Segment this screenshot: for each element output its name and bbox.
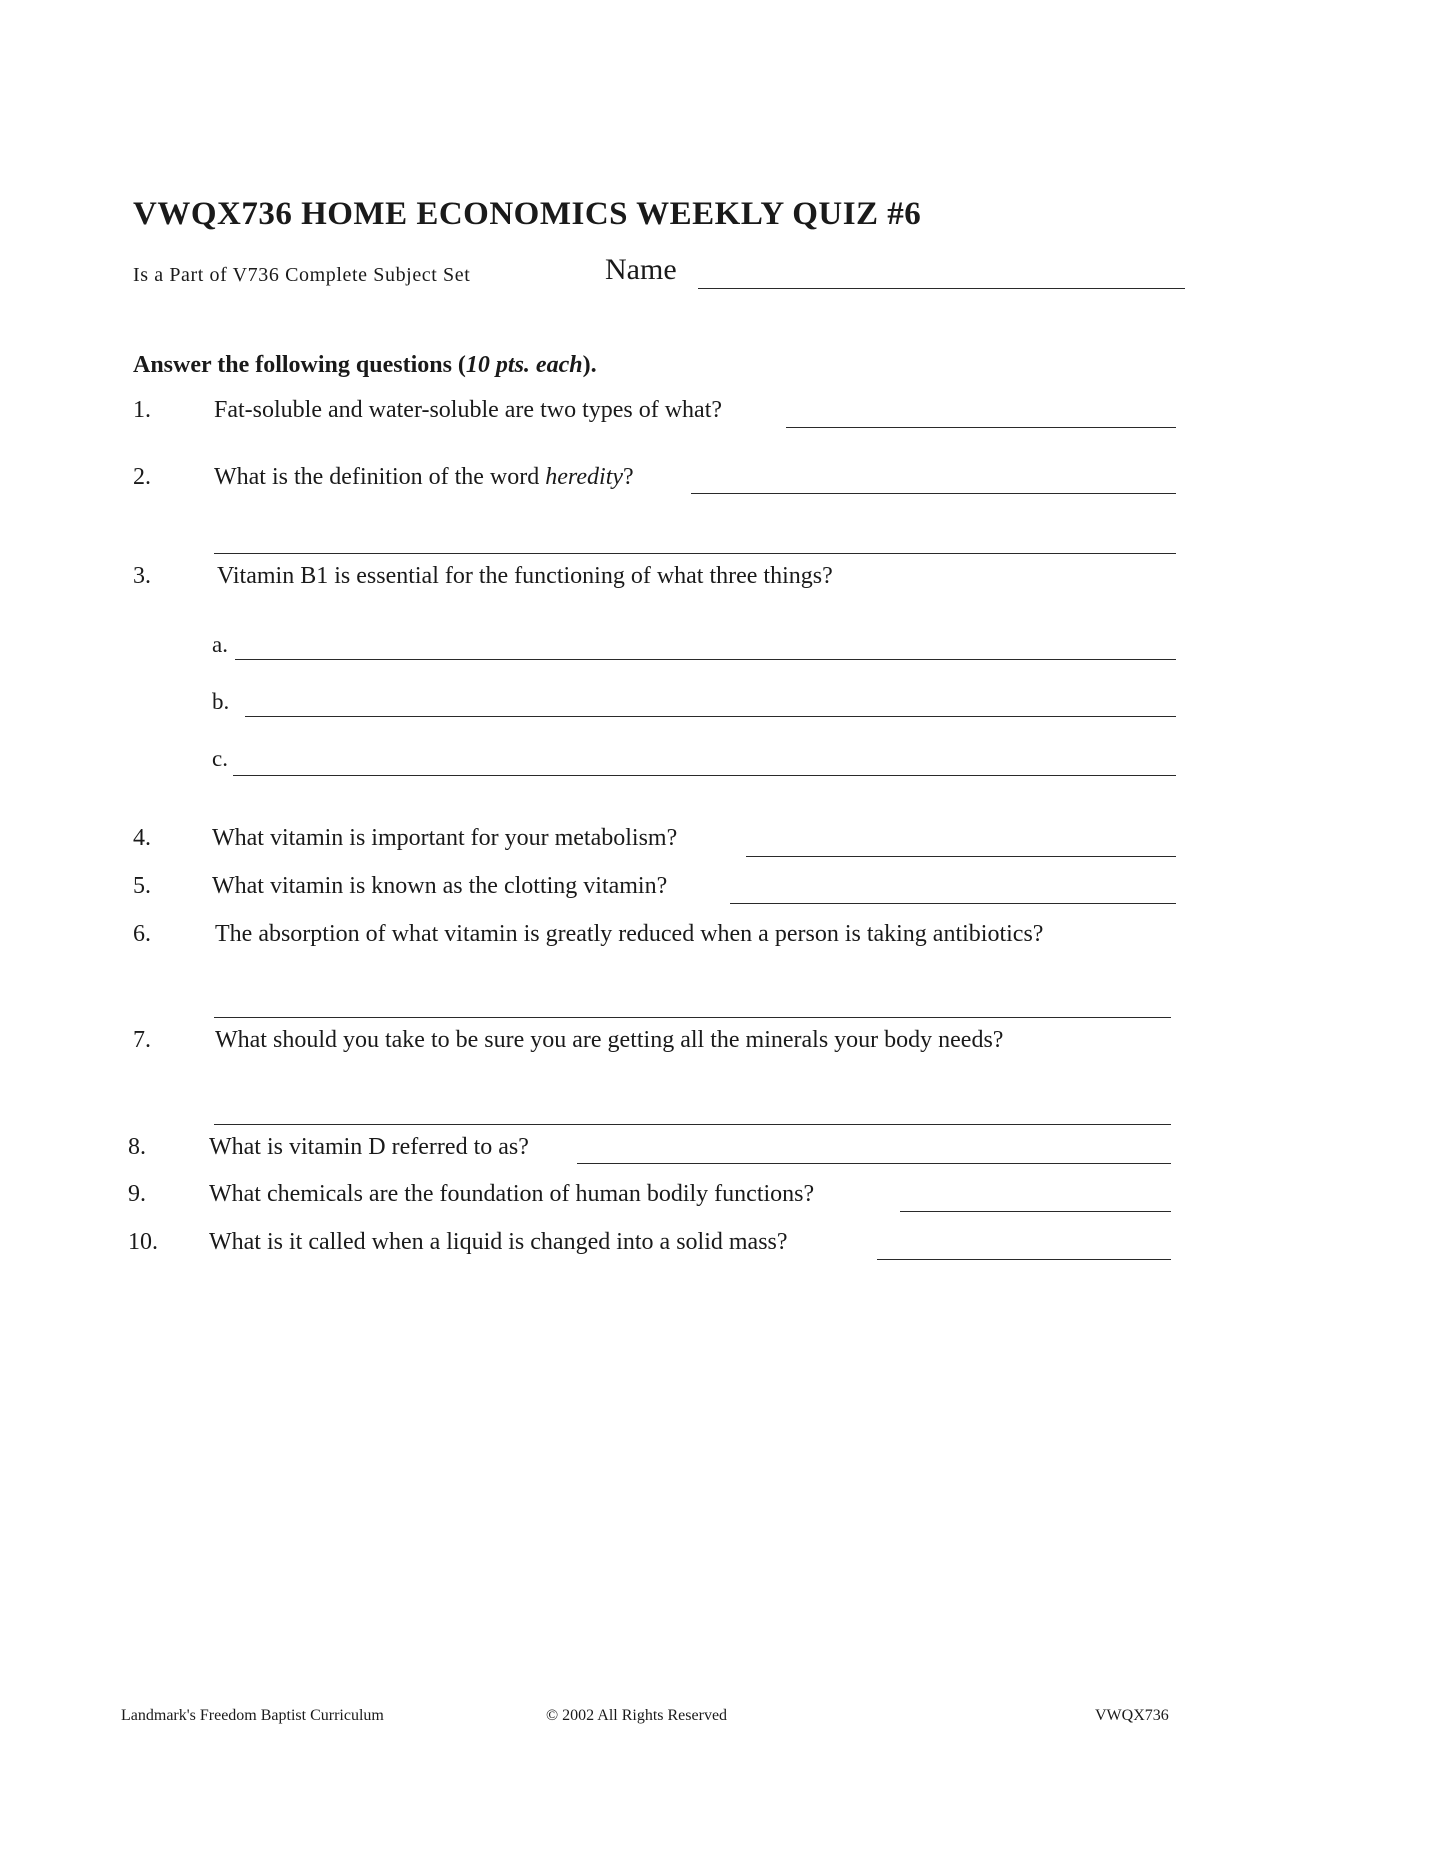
question-number: 9. — [128, 1181, 146, 1207]
subitem-label: c. — [212, 746, 228, 771]
question-text: What vitamin is important for your metabolism? — [212, 825, 678, 851]
question-text: Vitamin B1 is essential for the functioning of what three things? — [217, 563, 833, 589]
subject-set-note: Is a Part of V736 Complete Subject Set — [133, 264, 471, 286]
answer-line[interactable] — [214, 1017, 1171, 1018]
instructions — [133, 352, 597, 379]
name-input-line[interactable] — [698, 288, 1185, 289]
answer-line[interactable] — [786, 427, 1176, 428]
instructions-text: Answer the following questions ( — [133, 352, 466, 378]
instructions-points: 10 pts. each — [465, 352, 583, 378]
subitem-label: a. — [212, 632, 228, 657]
name-label: Name — [605, 253, 677, 286]
footer-copyright: © 2002 All Rights Reserved — [546, 1707, 728, 1724]
question-text: Fat-soluble and water-soluble are two types of what? — [214, 397, 723, 423]
answer-line[interactable] — [235, 659, 1176, 660]
question-text: What vitamin is known as the clotting vitamin? — [212, 873, 668, 899]
instructions-suffix: ). — [582, 352, 597, 378]
question-number: 10. — [128, 1229, 158, 1255]
question-text — [214, 464, 634, 491]
question-text-part: What is the definition of the word — [214, 464, 546, 490]
question-number: 2. — [133, 464, 151, 490]
question-number: 8. — [128, 1134, 146, 1160]
question-number: 5. — [133, 873, 151, 899]
quiz-title: VWQX736 HOME ECONOMICS WEEKLY QUIZ #6 — [133, 196, 922, 232]
answer-line[interactable] — [900, 1211, 1171, 1212]
answer-line[interactable] — [730, 903, 1176, 904]
question-text-italic: heredity — [545, 464, 624, 490]
footer-code: VWQX736 — [1095, 1707, 1169, 1724]
answer-line[interactable] — [746, 856, 1176, 857]
question-number: 3. — [133, 563, 151, 589]
question-number: 6. — [133, 921, 151, 947]
answer-line[interactable] — [691, 493, 1176, 494]
answer-line[interactable] — [214, 1124, 1171, 1125]
answer-line[interactable] — [233, 775, 1176, 776]
subitem-label: b. — [212, 689, 230, 714]
answer-line[interactable] — [577, 1163, 1171, 1164]
question-text: What is vitamin D referred to as? — [209, 1134, 529, 1160]
answer-line[interactable] — [877, 1259, 1171, 1260]
footer-curriculum: Landmark's Freedom Baptist Curriculum — [121, 1707, 384, 1724]
question-number: 4. — [133, 825, 151, 851]
question-text-part: ? — [623, 464, 634, 490]
answer-line[interactable] — [245, 716, 1176, 717]
question-number: 1. — [133, 397, 151, 423]
answer-line[interactable] — [214, 553, 1176, 554]
question-text: What should you take to be sure you are getting all the minerals your body needs? — [215, 1027, 1004, 1053]
question-text: What is it called when a liquid is changed into a solid mass? — [209, 1229, 788, 1255]
question-number: 7. — [133, 1027, 151, 1053]
question-text: The absorption of what vitamin is greatly reduced when a person is taking antibiotics? — [215, 921, 1044, 947]
question-text: What chemicals are the foundation of human bodily functions? — [209, 1181, 815, 1207]
